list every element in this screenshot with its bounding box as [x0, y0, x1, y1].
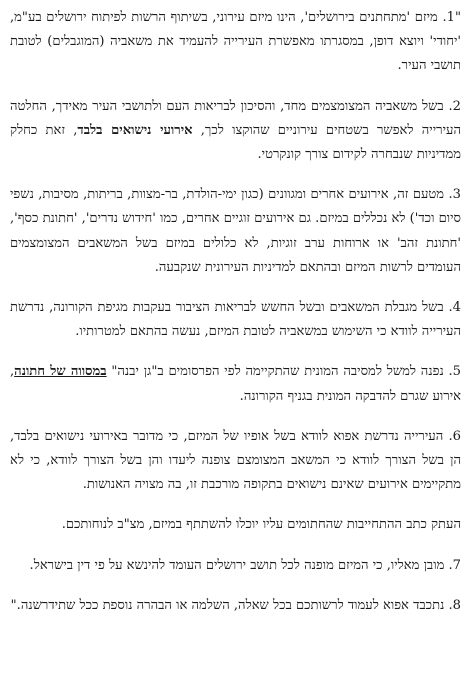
paragraph-8: 8. נתכבד אפוא לעמוד לרשותכם בכל שאלה, השלמה או הבהרה נוספת ככל שתידרשנה." [10, 597, 461, 613]
paragraph-1: "1. מיזם 'מתחתנים בירושלים', הינו מיזם עירוני, בשיתוף הרשות לפיתוח ירושלים בע"מ, 'יחודי' ויוצא דופן, במסגרתו מאפשרת העירייה להעמיד את משאביה (המוגבלים) לטובת תושבי העיר. [10, 10, 461, 74]
paragraph-2-text-start: 2. בשל משאביה המצומצמים מחד, והסיכון לבריאות העם ולתושבי העיר מאידך, החלטה העירייה לאפשר בשטחים עירוניים שהוקצו לכך, [10, 98, 461, 138]
paragraph-2-text-end: , זאת כחלק ממדיניות שנבחרה לקידום צורך קונקרטי. [10, 122, 461, 163]
paragraph-5-emphasis: במסווה של חתונה [14, 364, 107, 380]
paragraph-2-emphasis: אירועי נישואים בלבד [77, 122, 193, 138]
paragraph-5 [10, 360, 461, 408]
paragraph-7: 7. מובן מאליו, כי המיזם מופנה לכל תושב ירושלים העומד להינשא על פי דין בישראל. [29, 557, 461, 573]
paragraph-2 [10, 95, 461, 168]
paragraph-4: 4. בשל מגבלת המשאבים ובשל החשש לבריאות הציבור בעקבות מגיפת הקורונה, נדרשת העירייה לוודא כי השימוש במשאביה לטובת המיזם, נעשה בהתאם למטרותיו. [10, 300, 461, 340]
attachment-note: העתק כתב ההתחייבות שהחתומים עליו יוכלו להשתתף במיזם, מצ"ב לנוחותכם. [61, 517, 461, 533]
paragraph-6: 6. העירייה נדרשת אפוא לוודא בשל אופיו של המיזם, כי מדובר באירועי נישואים בלבד, הן בשל הצורך לוודא כי המשאב המצומצם צופנה ליעדו והן בשל הצורך לוודא, כי לא מתקיימים אירועים שאינם נישואים בתקופה מורכבת זו, בה מצויה האנושות. [10, 428, 461, 493]
paragraph-5-text-end: , אירוע שגרם להדבקה המונית בגניף הקורונה. [10, 364, 461, 404]
paragraph-5-text-start: 5. נפנה למשל למסיבה המונית שהתקיימה לפי הפרסומים ב"גן יבנה" [106, 364, 462, 380]
paragraph-3: 3. מטעם זה, אירועים אחרים ומגוונים (כגון ימי-הולדת, בר-מצוות, בריתות, מסיבות, נשפי סיום וכד') לא נכללים במיזם. גם אירועים זוגיים אחרים, כמו 'חידוש נדרים', 'חתונת כסף', 'חתונת זהב' או ארוחות ערב זוגיות, לא כלולים במיזם בשל המשאבים המצומצמים העומדים לרשות המיזם ובהתאם למדיניות העירונית שנקבעה. [10, 187, 461, 275]
